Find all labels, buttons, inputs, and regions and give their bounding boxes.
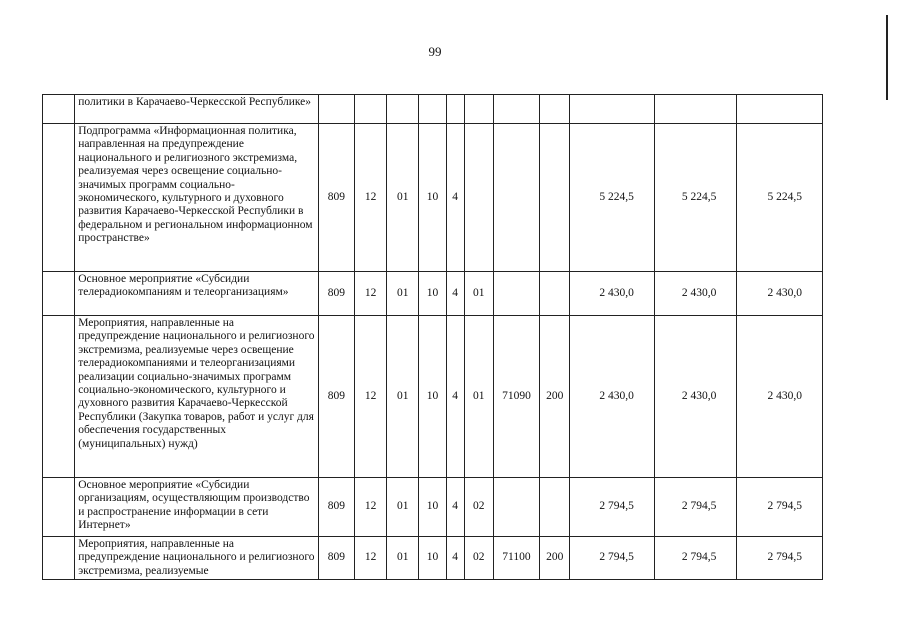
expense-type-cell [540, 478, 570, 537]
ministry-code-cell: 809 [318, 124, 354, 272]
row-index-cell [43, 316, 75, 478]
amount-1-cell: 2 794,5 [570, 478, 655, 537]
description-cell: политики в Карачаево-Черкесской Республике» [75, 95, 319, 124]
amount-2-cell: 5 224,5 [654, 124, 737, 272]
table-row [43, 124, 823, 272]
ministry-code-cell: 809 [318, 478, 354, 537]
description-cell: Основное мероприятие «Субсидии организациям, осуществляющим производство и распространение информации в сети Интернет» [75, 478, 319, 537]
section-code-cell: 12 [354, 537, 386, 580]
subsection-code-cell: 01 [387, 272, 419, 316]
amount-1-cell [570, 95, 655, 124]
amount-2-cell: 2 794,5 [654, 478, 737, 537]
row-index-cell [43, 478, 75, 537]
scan-edge-mark [886, 15, 888, 100]
section-code-cell: 12 [354, 272, 386, 316]
amount-2-cell [654, 95, 737, 124]
subprogram-code-cell: 4 [446, 478, 464, 537]
amount-2-cell: 2 430,0 [654, 272, 737, 316]
subprogram-code-cell [446, 95, 464, 124]
section-code-cell: 12 [354, 478, 386, 537]
subprogram-code-cell: 4 [446, 124, 464, 272]
program-code-cell: 10 [419, 272, 446, 316]
row-index-cell [43, 537, 75, 580]
expense-type-cell: 200 [540, 537, 570, 580]
ministry-code-cell: 809 [318, 537, 354, 580]
expense-type-cell: 200 [540, 316, 570, 478]
program-code-cell: 10 [419, 316, 446, 478]
subprogram-code-cell: 4 [446, 272, 464, 316]
subsection-code-cell: 01 [387, 478, 419, 537]
description-cell: Мероприятия, направленные на предупреждение национального и религиозного экстремизма, реализуемые [75, 537, 319, 580]
direction-code-cell [493, 478, 539, 537]
page-number: 99 [428, 44, 442, 59]
table-row [43, 537, 823, 580]
subsection-code-cell: 01 [387, 316, 419, 478]
amount-1-cell: 2 430,0 [570, 316, 655, 478]
table-row [43, 316, 823, 478]
program-code-cell: 10 [419, 478, 446, 537]
direction-code-cell [493, 95, 539, 124]
amount-3-cell [737, 95, 823, 124]
table-row [43, 95, 823, 124]
description-cell: Подпрограмма «Информационная политика, направленная на предупреждение национального и религиозного экстремизма, реализуемая через освещение социально-значимых программ социально-экономического, культурного и духовного развития Карачаево-Черкесской Республики в федеральном и региональном информационном пространстве» [75, 124, 319, 272]
subsection-code-cell: 01 [387, 124, 419, 272]
row-index-cell [43, 272, 75, 316]
direction-code-cell [493, 124, 539, 272]
amount-1-cell: 5 224,5 [570, 124, 655, 272]
row-index-cell [43, 95, 75, 124]
event-code-cell [464, 124, 493, 272]
ministry-code-cell: 809 [318, 272, 354, 316]
row-index-cell [43, 124, 75, 272]
event-code-cell: 01 [464, 316, 493, 478]
subprogram-code-cell: 4 [446, 316, 464, 478]
table-row [43, 478, 823, 537]
section-code-cell: 12 [354, 316, 386, 478]
amount-3-cell: 2 794,5 [737, 478, 823, 537]
event-code-cell: 02 [464, 478, 493, 537]
direction-code-cell [493, 272, 539, 316]
event-code-cell: 01 [464, 272, 493, 316]
description-cell: Основное мероприятие «Субсидии телерадиокомпаниям и телеорганизациям» [75, 272, 319, 316]
expense-type-cell [540, 124, 570, 272]
amount-3-cell: 2 794,5 [737, 537, 823, 580]
ministry-code-cell: 809 [318, 316, 354, 478]
amount-3-cell: 5 224,5 [737, 124, 823, 272]
ministry-code-cell [318, 95, 354, 124]
budget-table [42, 94, 823, 580]
section-code-cell [354, 95, 386, 124]
subsection-code-cell [387, 95, 419, 124]
program-code-cell [419, 95, 446, 124]
expense-type-cell [540, 95, 570, 124]
direction-code-cell: 71090 [493, 316, 539, 478]
program-code-cell: 10 [419, 124, 446, 272]
subsection-code-cell: 01 [387, 537, 419, 580]
expense-type-cell [540, 272, 570, 316]
amount-3-cell: 2 430,0 [737, 316, 823, 478]
section-code-cell: 12 [354, 124, 386, 272]
amount-2-cell: 2 794,5 [654, 537, 737, 580]
subprogram-code-cell: 4 [446, 537, 464, 580]
amount-3-cell: 2 430,0 [737, 272, 823, 316]
amount-2-cell: 2 430,0 [654, 316, 737, 478]
program-code-cell: 10 [419, 537, 446, 580]
table-row [43, 272, 823, 316]
amount-1-cell: 2 794,5 [570, 537, 655, 580]
description-cell: Мероприятия, направленные на предупреждение национального и религиозного экстремизма, реализуемые через освещение телерадиокомпаниями и телеорганизациями реализации социально-значимых программ социально-экономического, культурного и духовного развития Карачаево-Черкесской Республики (Закупка товаров, работ и услуг для обеспечения государственных (муниципальных) нужд) [75, 316, 319, 478]
event-code-cell: 02 [464, 537, 493, 580]
event-code-cell [464, 95, 493, 124]
amount-1-cell: 2 430,0 [570, 272, 655, 316]
direction-code-cell: 71100 [493, 537, 539, 580]
